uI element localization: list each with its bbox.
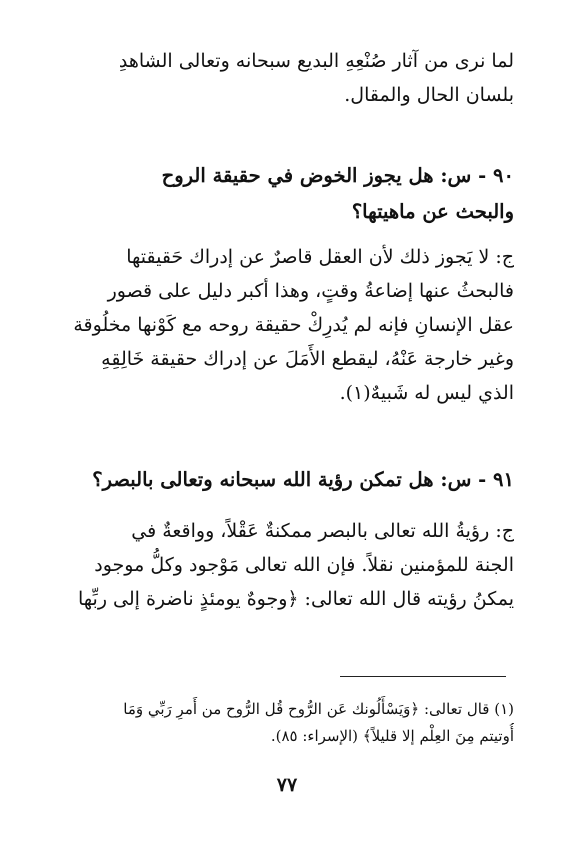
answer-line: ج: رؤيةُ الله تعالى بالبصر ممكنةٌ عَقْلاً، وواقعةٌ في xyxy=(131,520,514,542)
intro-line: بلسان الحال والمقال. xyxy=(344,84,514,106)
answer-line: عقل الإنسانِ فإنه لم يُدرِكْ حقيقة روحه مع كَوْنها مخلُوقة xyxy=(73,314,514,336)
answer-line: ج: لا يَجوز ذلك لأن العقل قاصرٌ عن إدراك حَقيقتها xyxy=(126,246,514,268)
answer-line: فالبحثُ عنها إضاعةُ وقتٍ، وهذا أكبر دليل على قصور xyxy=(107,280,514,302)
intro-paragraph xyxy=(44,44,514,112)
footnote-line: (١) قال تعالى: ﴿وَيَسْأَلُونك عَن الرُّوح قُل الرُّوح من أَمرِ رَبِّي وَمَا xyxy=(123,700,514,718)
question-90-heading xyxy=(44,158,514,230)
question-90-answer xyxy=(44,240,514,410)
answer-line: الذي ليس له شَبيهٌ(١). xyxy=(339,382,514,404)
footnote xyxy=(44,696,514,750)
heading-line: ٩٠ - س: هل يجوز الخوض في حقيقة الروح xyxy=(161,164,514,187)
question-91-heading xyxy=(44,462,514,498)
heading-line: ٩١ - س: هل تمكن رؤية الله سبحانه وتعالى بالبصر؟ xyxy=(92,468,514,491)
answer-line: وغير خارجة عَنْهُ، ليقطع الأَمَلَ عن إدراك حقيقة خَالِقِهِ xyxy=(101,348,514,370)
heading-line: والبحث عن ماهيتها؟ xyxy=(351,200,514,223)
intro-line: لما نرى من آثار صُنْعِهِ البديع سبحانه وتعالى الشاهدِ xyxy=(118,50,514,72)
footnote-separator xyxy=(340,676,506,677)
question-91-answer xyxy=(44,514,514,616)
footnote-line: أُوتيتم مِنَ العِلْم إلا قليلاً﴾ (الإسراء: ٨٥). xyxy=(270,727,514,745)
answer-line: الجنة للمؤمنين نقلاً. فإن الله تعالى مَوْجود وكلُّ موجود xyxy=(94,554,514,576)
page-number: ٧٧ xyxy=(276,774,298,796)
answer-line: يمكنُ رؤيته قال الله تعالى: ﴿وجوهٌ يومئذٍ ناضرة إلى ربِّها xyxy=(77,588,514,610)
